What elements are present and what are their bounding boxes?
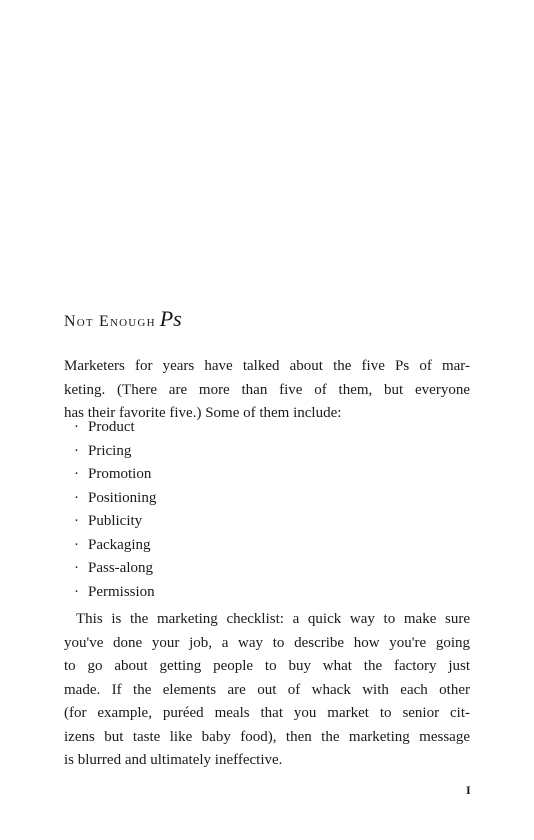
list-item-label: Positioning (88, 489, 157, 506)
list-item (74, 463, 156, 487)
list-item-label: Pass-along (88, 560, 153, 576)
paragraph-line: to go about getting people to buy what the factory just (64, 658, 470, 674)
paragraph-line: (for example, puréed meals that you market to senior cit- (64, 705, 470, 721)
section-heading (64, 306, 182, 332)
list-item (74, 534, 156, 558)
paragraph-line: This is the marketing checklist: a quick way to make sure (76, 611, 470, 627)
bullet-icon: · (74, 536, 79, 553)
paragraph-line: keting. (There are more than five of them, but everyone (64, 381, 470, 398)
paragraph-line: is blurred and ultimately ineffective. (64, 752, 283, 768)
paragraph-line: made. If the elements are out of whack with each other (64, 681, 470, 698)
list-item-label: Permission (88, 583, 155, 600)
section-heading-ps: Ps (159, 306, 182, 331)
bullet-icon: · (74, 583, 79, 600)
bullet-icon: · (74, 560, 79, 576)
list-item (74, 487, 156, 511)
list-item-label: Packaging (88, 536, 151, 553)
intro-paragraph (64, 355, 470, 426)
list-item-label: Pricing (88, 442, 132, 459)
bullet-icon: · (74, 513, 79, 529)
list-item (74, 416, 156, 440)
list-item (74, 510, 156, 534)
list-item (74, 581, 156, 605)
bullet-icon: · (74, 419, 79, 435)
paragraph-line: Marketers for years have talked about the five Ps of mar- (64, 358, 470, 374)
section-heading-text: Not Enough (64, 313, 156, 330)
checklist-paragraph (64, 608, 470, 773)
paragraph-line: izens but taste like baby food), then the marketing message (64, 728, 470, 745)
paragraph-line: has their favorite five.) Some of them include: (64, 405, 342, 421)
page-number: I (466, 783, 471, 797)
list-item (74, 440, 156, 464)
list-item-label: Promotion (88, 466, 152, 482)
list-item (74, 557, 156, 581)
bullet-icon: · (74, 466, 79, 482)
five-ps-list (74, 416, 156, 604)
bullet-icon: · (74, 489, 79, 506)
bullet-icon: · (74, 442, 79, 459)
list-item-label: Publicity (88, 513, 143, 529)
list-item-label: Product (88, 419, 135, 435)
paragraph-line: you've done your job, a way to describe how you're going (64, 634, 470, 651)
